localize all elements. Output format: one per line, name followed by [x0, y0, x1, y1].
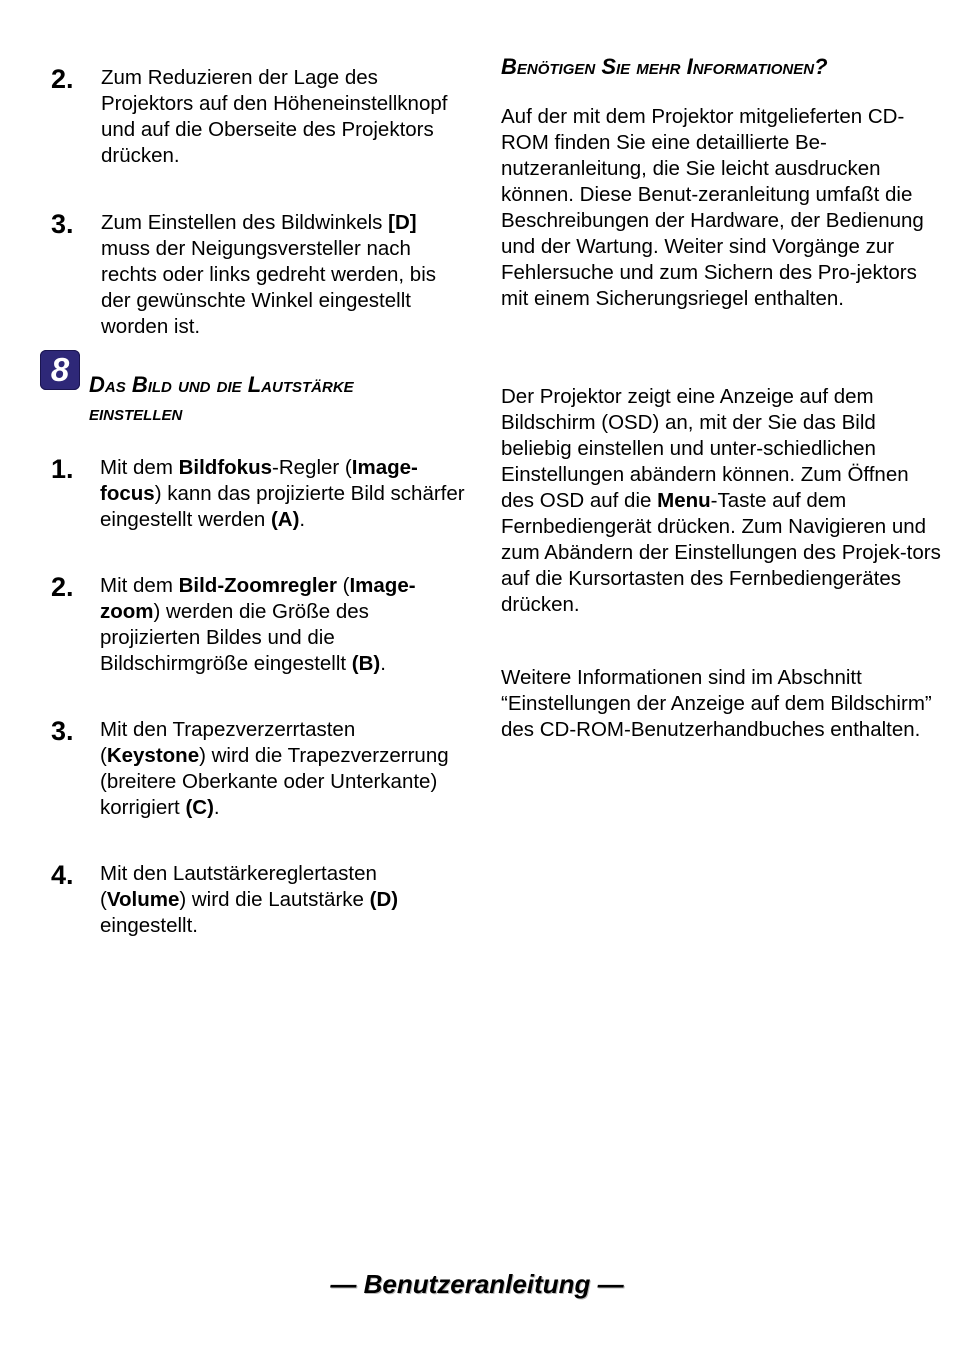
text-run: Mit den Trapezverzerrtasten ( [100, 718, 356, 767]
info-paragraph [501, 665, 941, 743]
step-number: 4. [51, 860, 74, 890]
info-paragraph [501, 104, 941, 312]
text-run: ( [336, 574, 350, 597]
text-run: ) wird die Trapezverzerrung (breitere Oberkante oder Unterkante) korrigiert [100, 744, 449, 819]
section-heading [89, 370, 469, 428]
bold-text: Image-zoom [100, 574, 416, 623]
step-text [100, 455, 465, 533]
text-run: Mit den Lautstärkereglertasten ( [100, 862, 377, 911]
bold-text: (D) [369, 888, 399, 911]
step-text [100, 861, 465, 939]
step-number: 1. [51, 454, 74, 484]
text-run: . [299, 508, 306, 531]
text-run: Weitere Informationen sind im Abschnitt “Einstellungen der Anzeige auf dem Bildschirm” des CD-ROM-Benutzerhandbuches enthalten. [501, 666, 932, 741]
step-number: 3. [51, 716, 74, 746]
text-run: Mit dem [100, 456, 179, 479]
text-run: Zum Einstellen des Bildwinkels [101, 211, 389, 234]
step-text [101, 65, 466, 169]
info-heading: Benötigen Sie mehr Informationen? [501, 54, 828, 79]
page-footer: — Benutzeranleitung — [330, 1269, 624, 1299]
step-number: 2. [51, 572, 74, 602]
bold-text: (B) [351, 652, 381, 675]
bold-text: Bildfokus [178, 456, 273, 479]
text-run: ) wird die Lautstärke [179, 888, 370, 911]
text-run: Zum Reduzieren der Lage des Projektors auf den Höheneinstellknopf und auf die Oberseite des Projektors drücken. [101, 66, 448, 167]
bold-text: [D] [388, 211, 417, 234]
text-run: ) werden die Größe des projizierten Bildes und die Bildschirmgröße eingestellt [100, 600, 369, 675]
bold-text: (A) [270, 508, 300, 531]
text-run: . [213, 796, 220, 819]
bold-text: (C) [185, 796, 214, 819]
section-heading-line2: einstellen [89, 400, 183, 425]
bold-text: Keystone [106, 744, 200, 767]
text-run: muss der Neigungsversteller nach rechts oder links gedreht werden, bis der gewünschte Winkel eingestellt worden ist. [101, 237, 437, 338]
step-number: 3. [51, 209, 74, 239]
info-paragraph [501, 384, 941, 618]
step-text [101, 210, 466, 340]
text-run: -Taste auf dem Fernbediengerät drücken. Zum Navigieren und zum Abändern der Einstellungen des Projek-tors auf die Kursortasten des Fernbediengerätes drücken. [501, 489, 941, 616]
bold-text: Menu [657, 489, 711, 512]
text-run: ) kann das projizierte Bild schärfer eingestellt werden [100, 482, 465, 531]
step-text [100, 717, 465, 821]
step-number: 2. [51, 64, 74, 94]
bold-text: Image-focus [100, 456, 418, 505]
section-heading-line1: Das Bild und die Lautstärke [89, 372, 354, 397]
text-run: -Regler ( [272, 456, 352, 479]
section-number-badge: 8 [40, 350, 80, 390]
text-run: Mit dem [100, 574, 179, 597]
text-run: Auf der mit dem Projektor mitgelieferten CD-ROM finden Sie eine detaillierte Be-nutzeranleitung, die Sie leicht ausdrucken können. Diese Benut-zeranleitung umfaßt die Beschreibungen der Hardware, der Bedienung und der Wartung. Weiter sind Vorgänge zur Fehlersuche und zum Sichern des Pro-jektors mit einem Sicherungsriegel enthalten. [501, 105, 924, 310]
bold-text: Bild-Zoomregler [178, 574, 337, 597]
bold-text: Volume [106, 888, 180, 911]
step-text [100, 573, 465, 677]
text-run: Der Projektor zeigt eine Anzeige auf dem Bildschirm (OSD) an, mit der Sie das Bild beliebig einstellen und unter-schiedlichen Einstellungen abändern können. Zum Öffnen des OSD auf die [501, 385, 909, 512]
text-run: . [380, 652, 386, 675]
text-run: eingestellt. [100, 914, 199, 937]
